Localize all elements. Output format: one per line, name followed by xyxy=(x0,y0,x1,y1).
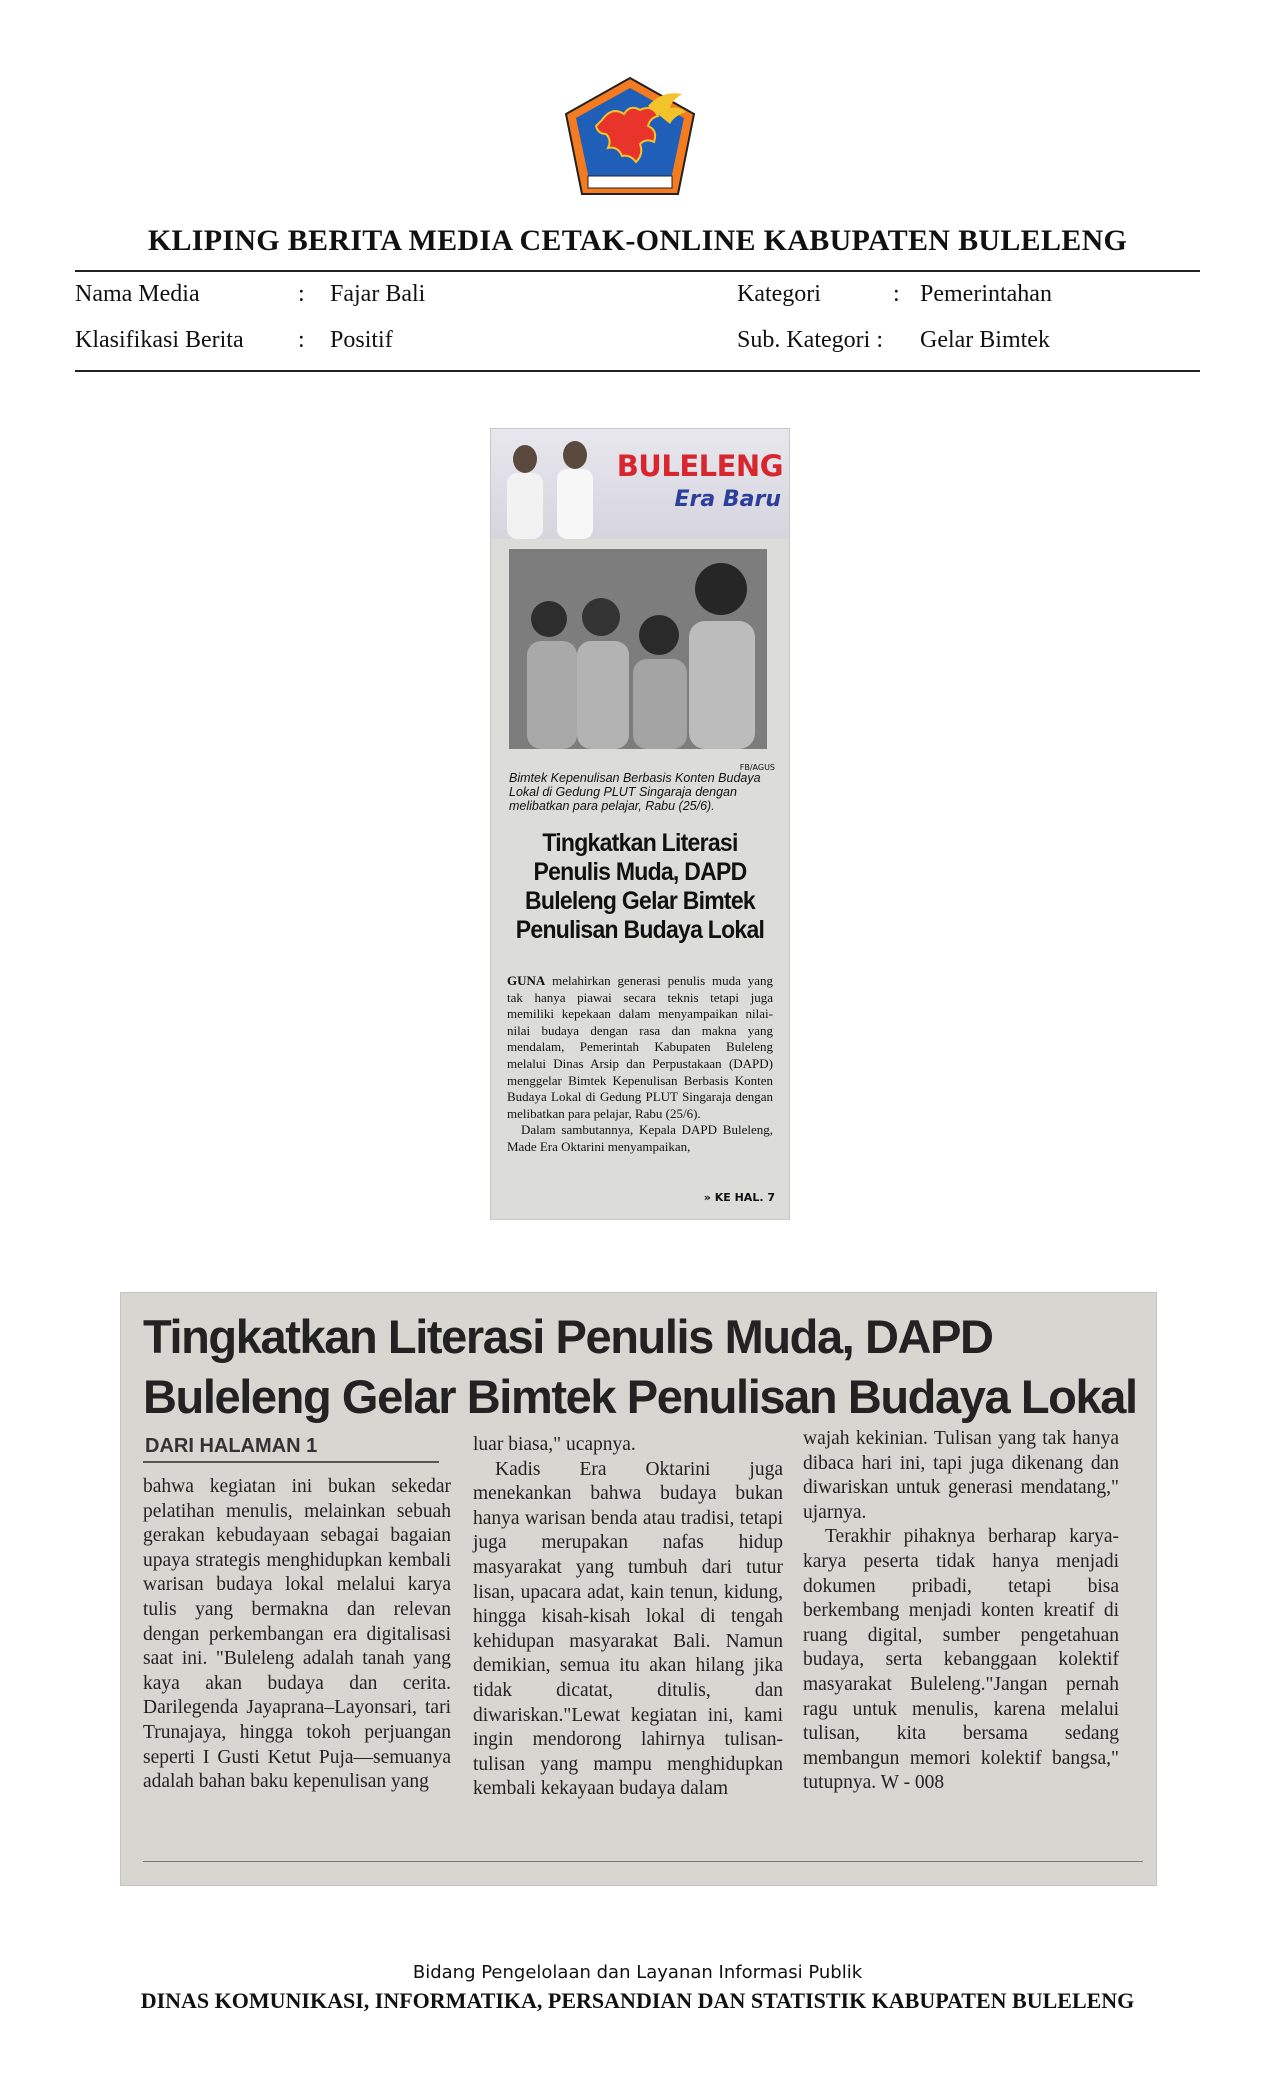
kategori-colon: : xyxy=(893,281,900,307)
students-photo xyxy=(509,549,767,749)
photo-caption: Bimtek Kepenulisan Berbasis Konten Budaya Lokal di Gedung PLUT Singaraja dengan melibatkan para pelajar, Rabu (25/6). xyxy=(509,771,761,813)
kategori-value: Pemerintahan xyxy=(920,281,1052,307)
nama-media-label: Nama Media xyxy=(75,281,200,307)
article-headline: Tingkatkan Literasi Penulis Muda, DAPD Buleleng Gelar Bimtek Penulisan Budaya Lokal xyxy=(515,829,765,944)
klasifikasi-colon: : xyxy=(298,327,305,353)
section-banner xyxy=(491,429,789,539)
footer-division: Bidang Pengelolaan dan Layanan Informasi Publik xyxy=(412,1962,863,1983)
column-3-paragraph-2: Terakhir pihaknya berharap karya-karya peserta tidak hanya menjadi dokumen pribadi, tetapi bisa berkembang menjadi konten kreatif di ruang digital, sumber pengetahuan budaya, serta kebanggaan kolektif masyarakat Buleleng."Jangan pernah ragu untuk menulis, karena melalui tulisan, kita bersama sedang membangun memori kolektif bangsa," tutupnya. W - 008 xyxy=(803,1526,1119,1794)
officials-photo-icon xyxy=(495,429,605,539)
nama-media-value: Fajar Bali xyxy=(330,281,426,307)
continued-marker: » KE HAL. 7 xyxy=(703,1191,775,1204)
column-1: bahwa kegiatan ini bukan sekedar pelatihan menulis, melainkan sebuah gerakan kebudayaan sebagai bagaian upaya strategis menghidupkan kembali warisan budaya lokal melalui karya tulis yang bermakna dan relevan dengan perkembangan era digitalisasi saat ini. "Buleleng adalah tanah yang kaya akan budaya dan cerita. Darilegenda Jayaprana–Layonsari, tari Trunajaya, hingga tokoh perjuangan seperti I Gusti Ketut Puja—semuanya adalah bahan baku kepenulisan yang xyxy=(143,1476,451,1793)
headline-line-2: Buleleng Gelar Bimtek Penulisan Budaya Lokal xyxy=(143,1370,1137,1423)
continuation-clipping xyxy=(120,1292,1157,1886)
from-page-label: DARI HALAMAN 1 xyxy=(145,1435,318,1457)
column-3-paragraph-1: wajah kekinian. Tulisan yang tak hanya dibaca hari ini, tapi juga dikenang dan diwariskan untuk generasi mendatang," ujarnya. xyxy=(803,1428,1119,1523)
body-paragraph-1: melahirkan generasi penulis muda yang tak hanya piawai secara teknis tetapi juga memiliki kepekaan dalam menyampaikan nilai-nilai budaya dengan rasa dan makna yang mendalam, Pemerintah Kabupaten Buleleng melalui Dinas Arsip dan Perpustakaan (DAPD) menggelar Bimtek Kepenulisan Berbasis Konten Budaya Lokal di Gedung PLUT Singaraja dengan melibatkan para pelajar, Rabu (25/6). xyxy=(507,973,773,1121)
header-divider xyxy=(75,270,1200,272)
document-title: KLIPING BERITA MEDIA CETAK-ONLINE KABUPATEN BULELENG xyxy=(147,224,1128,257)
footer-agency: DINAS KOMUNIKASI, INFORMATIKA, PERSANDIAN DAN STATISTIK KABUPATEN BULELENG xyxy=(140,1988,1135,2013)
front-page-clipping xyxy=(490,428,790,1220)
column-3 xyxy=(803,1427,1119,1796)
headline-line-1: Tingkatkan Literasi Penulis Muda, DAPD xyxy=(143,1310,993,1363)
kategori-label: Kategori xyxy=(737,281,821,307)
column-2-paragraph-2: Kadis Era Oktarini juga menekankan bahwa budaya bukan hanya warisan benda atau tradisi, tetapi juga merupakan nafas hidup masyarakat yang tumbuh dari tutur lisan, upacara adat, kain tenun, kidung, hingga kisah-kisah lokal di tengah kehidupan masyarakat Bali. Namun demikian, semua itu akan hilang jika tidak dicatat, ditulis, dan diwariskan."Lewat kegiatan ini, kami ingin mendorong lahirnya tulisan-tulisan yang mampu menghidupkan kembali kekayaan budaya dalam xyxy=(473,1458,783,1800)
nama-media-colon: : xyxy=(298,281,305,307)
photo-credit: FB/AGUS xyxy=(739,763,775,772)
sub-kategori-label: Sub. Kategori : xyxy=(737,327,883,353)
meta-divider xyxy=(75,370,1200,372)
banner-subtitle: Era Baru xyxy=(674,487,781,512)
klasifikasi-label: Klasifikasi Berita xyxy=(75,327,244,353)
bottom-rule xyxy=(143,1861,1143,1862)
column-rule xyxy=(143,1461,439,1463)
article-body xyxy=(507,973,773,1156)
kabupaten-buleleng-crest-icon xyxy=(562,76,698,198)
body-paragraph-2: Dalam sambutannya, Kepala DAPD Buleleng, Made Era Oktarini menyampaikan, xyxy=(507,1122,773,1154)
column-2 xyxy=(473,1433,783,1802)
banner-title: BULELENG xyxy=(616,449,783,483)
lead-word: GUNA xyxy=(507,973,546,988)
sub-kategori-value: Gelar Bimtek xyxy=(920,327,1050,353)
continued-label: KE HAL. 7 xyxy=(714,1191,775,1204)
continuation-headline xyxy=(143,1307,1143,1427)
column-2-paragraph-1: luar biasa," ucapnya. xyxy=(473,1434,636,1455)
klasifikasi-value: Positif xyxy=(330,327,393,353)
